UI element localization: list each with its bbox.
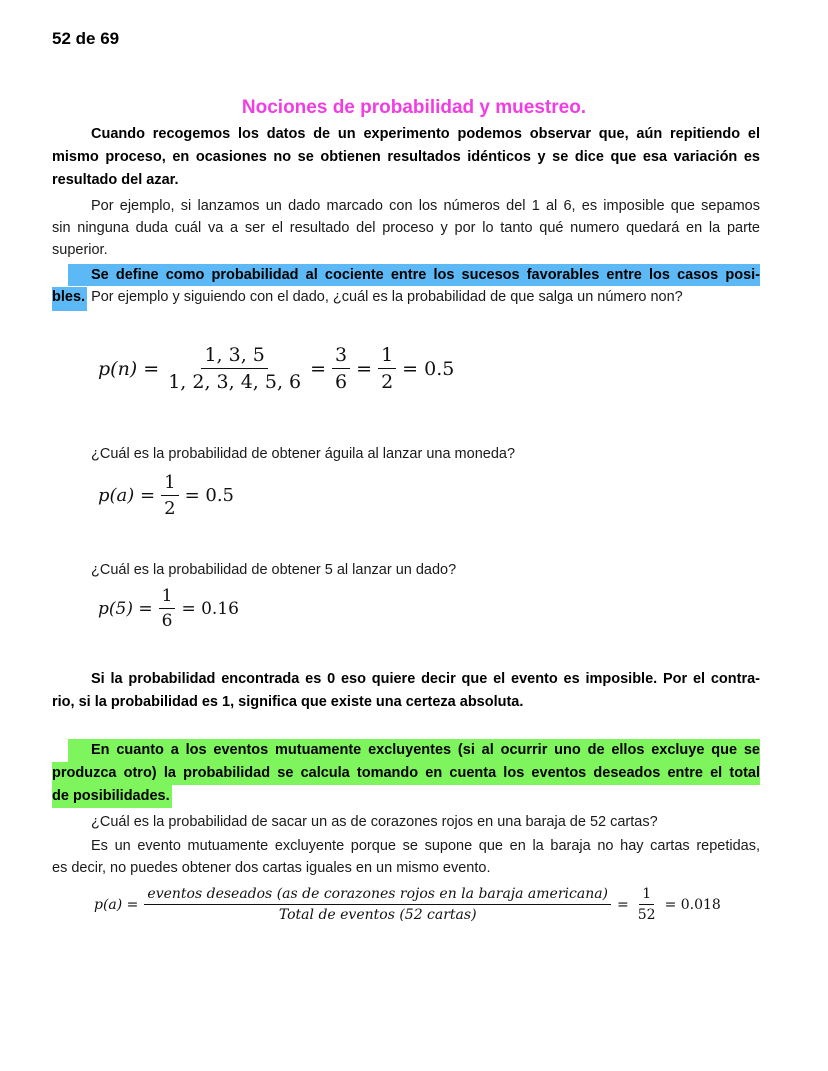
fraction — [378, 344, 396, 393]
fraction — [159, 586, 176, 631]
numerator: 1, 3, 5 — [201, 344, 267, 369]
formula-lhs: p(a) = — [94, 896, 139, 913]
denominator: 52 — [637, 907, 656, 923]
fraction — [161, 472, 178, 519]
equals: = — [356, 357, 373, 380]
fraction — [635, 886, 659, 923]
denominator: 1, 2, 3, 4, 5, 6 — [168, 371, 302, 393]
definition-line2 — [52, 286, 683, 308]
equals: = — [310, 357, 327, 380]
intro-line: Cuando recogemos los datos de un experimento podemos observar que, aún repitiendo el — [91, 126, 760, 142]
denominator: 2 — [381, 371, 394, 393]
exclusive-highlight: En cuanto a los eventos mutuamente excluyentes (si al ocurrir uno de ellos excluye que se — [68, 739, 760, 762]
explanation-line: Es un evento mutuamente excluyente porque se supone que en la baraja no hay cartas repetidas, — [91, 838, 760, 854]
numerator: 1 — [161, 472, 178, 496]
example-line: superior. — [52, 242, 108, 258]
denominator: Total de eventos (52 cartas) — [278, 907, 477, 923]
formula-cards — [94, 886, 721, 923]
formula-lhs: p(n) = — [98, 357, 160, 380]
question-coin: ¿Cuál es la probabilidad de obtener águila al lanzar una moneda? — [91, 446, 516, 462]
exclusive-highlight: produzca otro) la probabilidad se calcula tomando en cuenta los eventos deseados entre el total — [52, 762, 760, 785]
definition-highlight: Se define como probabilidad al cociente entre los sucesos favorables entre los casos posi- — [68, 264, 760, 286]
denominator: 6 — [335, 371, 348, 393]
exclusive-highlight: de posibilidades. — [52, 785, 172, 808]
denominator: 2 — [164, 498, 176, 519]
fraction — [144, 886, 611, 923]
formula-lhs: p(5) = — [98, 598, 153, 619]
section-title: Nociones de probabilidad y muestreo. — [241, 97, 587, 118]
denominator: 6 — [161, 611, 173, 631]
numerator: 1 — [639, 886, 654, 905]
numerator: 1 — [378, 344, 396, 369]
definition-question: Por ejemplo y siguiendo con el dado, ¿cuál es la probabilidad de que salga un número non? — [87, 289, 683, 305]
example-line: sin ninguna duda cuál va a ser el resultado del proceso y por lo tanto qué numero quedará en la parte — [52, 220, 760, 236]
fraction — [165, 344, 304, 393]
example-line: Por ejemplo, si lanzamos un dado marcado con los números del 1 al 6, es imposible que sepamos — [91, 198, 760, 214]
certainty-line: rio, si la probabilidad es 1, significa que existe una certeza absoluta. — [52, 694, 524, 710]
result: = 0.5 — [184, 485, 234, 506]
fraction — [332, 344, 350, 393]
intro-line: resultado del azar. — [52, 172, 179, 188]
numerator: 3 — [332, 344, 350, 369]
result: = 0.16 — [181, 598, 239, 619]
result: = 0.5 — [402, 357, 455, 380]
definition-highlight-end: bles. — [52, 287, 87, 311]
question-cards: ¿Cuál es la probabilidad de sacar un as de corazones rojos en una baraja de 52 cartas? — [91, 814, 658, 830]
question-die: ¿Cuál es la probabilidad de obtener 5 al lanzar un dado? — [91, 562, 457, 578]
formula-odd-number — [98, 344, 454, 393]
intro-line: mismo proceso, en ocasiones no se obtienen resultados idénticos y se dice que esa variación es — [52, 149, 760, 165]
formula-die — [98, 586, 239, 631]
explanation-line: es decir, no puedes obtener dos cartas iguales en un mismo evento. — [52, 860, 491, 876]
page-counter: 52 de 69 — [52, 29, 120, 48]
formula-lhs: p(a) = — [98, 485, 156, 506]
numerator: eventos deseados (as de corazones rojos en la baraja americana) — [144, 886, 611, 905]
equals: = — [617, 896, 629, 913]
result: = 0.018 — [664, 896, 721, 913]
certainty-line: Si la probabilidad encontrada es 0 eso quiere decir que el evento es imposible. Por el contra- — [91, 671, 760, 687]
numerator: 1 — [159, 586, 176, 609]
formula-coin — [98, 472, 234, 519]
